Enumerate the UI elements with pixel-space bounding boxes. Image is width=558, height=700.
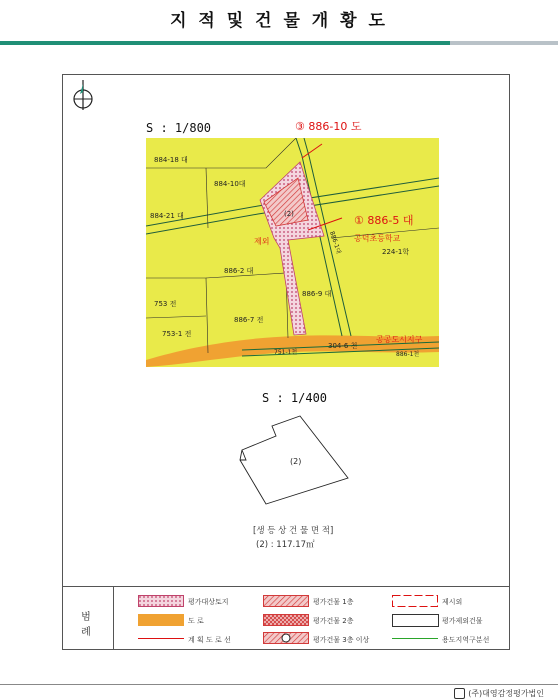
legend-building-1f: 평가건물 1층 [313, 598, 354, 606]
title-rule-tail [450, 41, 558, 45]
page-title: 지 적 및 건 물 개 황 도 [170, 11, 388, 31]
legend-zoning-line-swatch [392, 638, 438, 639]
parcel-224-1: 224-1학 [382, 248, 410, 256]
parcel-886-9: 886-9 대 [302, 290, 332, 298]
school-label: 공덕초등학교 [354, 234, 401, 243]
callout-east-lot: ① 886-5 대 [354, 214, 414, 227]
legend-divider [113, 586, 114, 650]
firm-name-text: (주)대영감정평가법인 [468, 689, 544, 698]
legend-planned-road: 계 획 도 로 선 [188, 636, 231, 644]
parcel-886-2: 886-2 대 [224, 267, 254, 275]
parcel-884-18: 884-18 대 [154, 156, 188, 164]
parcel-886-7: 886-7 전 [234, 316, 264, 324]
footer-rule [0, 684, 558, 685]
legend-zoning-line: 용도지역구분선 [442, 636, 490, 644]
legend-excluded-building: 평가제외건물 [442, 617, 483, 625]
parcel-751-1: 751-1천 [274, 349, 298, 356]
legend-building-2f: 평가건물 2층 [313, 617, 354, 625]
legend-road: 도 로 [188, 617, 204, 625]
legend-road-swatch [138, 614, 184, 626]
zone-label: 공공도시지구 [376, 335, 423, 344]
scale-plan: S : 1/400 [262, 391, 328, 405]
legend-subject-land: 평가대상토지 [188, 598, 229, 606]
legend-subject-land-swatch [138, 595, 184, 607]
parcel-886-1: 886-1대 [328, 230, 342, 255]
parcel-884-21: 884-21 대 [150, 212, 184, 220]
legend-building-1f-swatch [263, 595, 309, 607]
legend-excluded: 제시외 [442, 598, 463, 606]
parcel-304-6: 304-6 천 [328, 342, 358, 350]
legend-building-2f-swatch [263, 614, 309, 626]
legend-excluded-building-swatch [392, 614, 439, 627]
building-marker: (2) [284, 210, 294, 218]
legend-building-3f: 평가건물 3층 이상 [313, 636, 370, 644]
area-caption: [생 등 상 건 물 면 적] [253, 526, 334, 536]
building-plan [236, 414, 354, 508]
cadastral-map [146, 138, 439, 367]
parcel-753-1: 753-1 전 [162, 330, 192, 338]
scale-top: S : 1/800 [146, 121, 212, 135]
legend-planned-road-swatch [138, 638, 184, 639]
callout-north-lot: ③ 886-10 도 [295, 120, 362, 133]
north-arrow-icon [70, 78, 98, 114]
parcel-884-10: 884-10대 [214, 180, 246, 188]
exclusion-label: 제외 [254, 237, 270, 246]
parcel-753: 753 전 [154, 300, 177, 308]
title-rule [0, 41, 450, 45]
legend-title: 범 례 [81, 612, 97, 638]
area-value: (2) : 117.17㎡ [256, 540, 315, 550]
legend-rule [62, 586, 510, 587]
legend-excluded-swatch [392, 595, 438, 607]
plan-label: (2) [290, 457, 302, 466]
legend-building-3f-swatch [263, 632, 309, 644]
parcel-865-1: 886-1천 [396, 351, 420, 358]
firm-name [454, 688, 544, 699]
firm-logo-icon [454, 688, 465, 699]
